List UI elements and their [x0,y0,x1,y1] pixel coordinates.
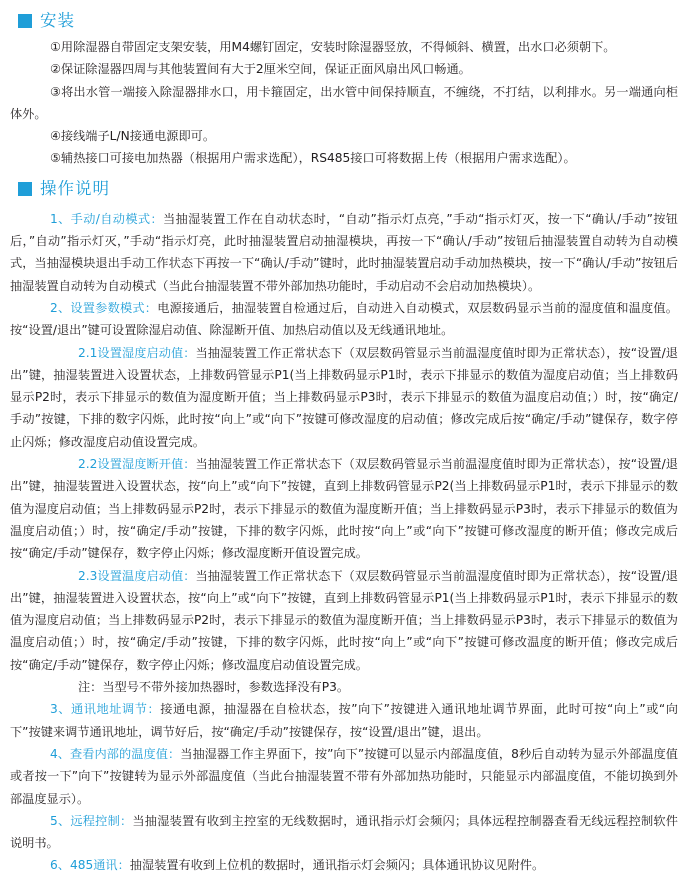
ops-heading-3: 3、通讯地址调节： [50,702,161,717]
install-item-4: ④接线端子L/N接通电源即可。 [50,129,216,144]
ops-body-2-2: 当抽湿装置工作正常状态下（双层数码管显示当前温湿度值时即为正常状态），按“设置/退出”键，抽湿装置进入设置状态，按“向上”或“向下”按键，直到上排数码管显示P2(当上排数码显示P1时，表示下排显示的数值为湿度启动值；当上排数码显示P2时，表示下排显示的数值为湿度断开值；当上排数码显示P3时，表示下排显示的数值为温度启动值；）时，按“确定/手动”按键，下排的数字闪烁，此时按“向上”或“向下”按键可修改湿度的断开值；修改完成后按“确定/手动”键保存，数字停止闪烁；修改湿度断开值设置完成。 [10,457,678,561]
ops-heading-1: 1、手动/自动模式： [50,211,163,226]
install-item-3: ③将出水管一端接入除湿器排水口，用卡箍固定，出水管中间保持顺直，不缠绕，不打结，以利排水。另一端通向柜体外。 [10,84,678,121]
ops-body-2-1: 当抽湿装置工作正常状态下（双层数码管显示当前温湿度值时即为正常状态），按“设置/退出”键，抽湿装置进入设置状态，上排数码管显示P1(当上排数码显示P1时，表示下排显示的数值为湿度启动值；当上排数码显示P2时，表示下排显示的数值为湿度断开值；当上排数码显示P3时，表示下排显示的数值为温度启动值；）时，按“确定/手动”按键，下排的数字闪烁，此时按“向上”或“向下”按键可修改湿度的启动值；修改完成后按“确定/手动”键保存，数字停止闪烁；修改湿度启动值设置完成。 [10,345,678,449]
ops-body-3: 接通电源，抽湿器在自检状态，按”向下”按键进入通讯地址调节界面，此时可按“向上”或“向下”按键来调节通讯地址，调节好后，按“确定/手动”按键保存，按“设置/退出”键，退出。 [10,702,678,739]
install-section-header [18,8,678,34]
install-item-5: ⑤辅热接口可接电加热器（根据用户需求选配），RS485接口可将数据上传（根据用户需求选配）。 [50,151,576,166]
ops-heading-6: 6、485通讯： [50,858,130,873]
ops-paragraph-3 [10,698,678,743]
ops-paragraph-2-3 [10,565,678,676]
ops-heading-4: 4、查看内部的温度值： [50,746,181,761]
install-item-1: ①用除湿器自带固定支架安装，用M4螺钉固定，安装时除湿器竖放，不得倾斜、横置，出水口必须朝下。 [50,40,616,54]
section-square-icon [18,182,32,196]
ops-section-header [18,176,678,202]
install-list [10,36,678,170]
ops-body-2-3: 当抽湿装置工作正常状态下（双层数码管显示当前温湿度值时即为正常状态），按“设置/退出”键，抽湿装置进入设置状态，按“向上”或“向下”按键，直到上排数码管显示P1(当上排数码显示P1时，表示下排显示的数值为湿度启动值；当上排数码显示P2时，表示下排显示的数值为湿度断开值；当上排数码显示P3时，表示下排显示的数值为温度启动值；）时，按“确定/手动”按键，下排的数字闪烁，此时按“向上”或“向下”按键可修改温度的断开值；修改完成后按“确定/手动”键保存，数字停止闪烁；修改温度启动值设置完成。 [10,568,678,672]
ops-body-6: 抽湿装置有收到上位机的数据时，通讯指示灯会频闪；具体通讯协议见附件。 [129,858,545,873]
ops-paragraph-2 [10,297,678,342]
ops-body-1: 当抽湿装置工作在自动状态时，“自动”指示灯点亮，”手动“指示灯灭，按一下“确认/手动”按钮后，”自动”指示灯灭，”手动“指示灯亮，此时抽湿装置启动抽湿模块，再按一下“确认/手动”按钮后抽湿装置自动转为自动模式，当抽湿模块退出手动工作状态下再按一下“确认/手动”键时，此时抽湿装置启动手动加热模块，按一下“确认/手动”按钮后抽湿装置自动转为自动模式（当此台抽湿装置不带外部加热功能时，手动启动不会启动加热模块）。 [10,211,678,293]
ops-title: 操作说明 [40,178,110,198]
ops-paragraph-5 [10,810,678,855]
ops-paragraph-6 [10,854,678,876]
install-title: 安装 [40,10,75,30]
ops-paragraph-2-2 [10,453,678,564]
install-item-2: ②保证除湿器四周与其他装置间有大于2厘米空间，保证正面风扇出风口畅通。 [50,62,471,77]
ops-heading-2-2: 2.2设置湿度断开值： [78,457,196,472]
ops-body-4: 当抽湿器工作主界面下，按”向下”按键可以显示内部温度值，8秒后自动转为显示外部温度值或者按一下”向下”按键转为显示外部温度值（当此台抽湿装置不带有外部加热功能时，只能显示内部温度值，不能切换到外部温度显示）。 [10,746,678,806]
ops-heading-2-3: 2.3设置温度启动值： [78,568,196,583]
section-square-icon [18,14,32,28]
ops-heading-5: 5、远程控制： [50,813,133,828]
ops-heading-2-1: 2.1设置湿度启动值： [78,345,196,360]
ops-paragraph-4 [10,743,678,810]
ops-body-2: 电源接通后，抽湿装置自检通过后，自动进入自动模式，双层数码显示当前的湿度值和温度值。按“设置/退出”键可设置除湿启动值、除湿断开值、加热启动值以及无线通讯地址。 [10,300,678,338]
ops-paragraph-2-1 [10,342,678,453]
ops-paragraph-1 [10,208,678,297]
ops-note: 注：当型号不带外接加热器时，参数选择没有P3。 [78,680,350,695]
ops-heading-2: 2、设置参数模式： [50,300,158,315]
ops-body-5: 当抽湿装置有收到主控室的无线数据时，通讯指示灯会频闪；具体远程控制器查看无线远程控制软件说明书。 [10,813,678,851]
